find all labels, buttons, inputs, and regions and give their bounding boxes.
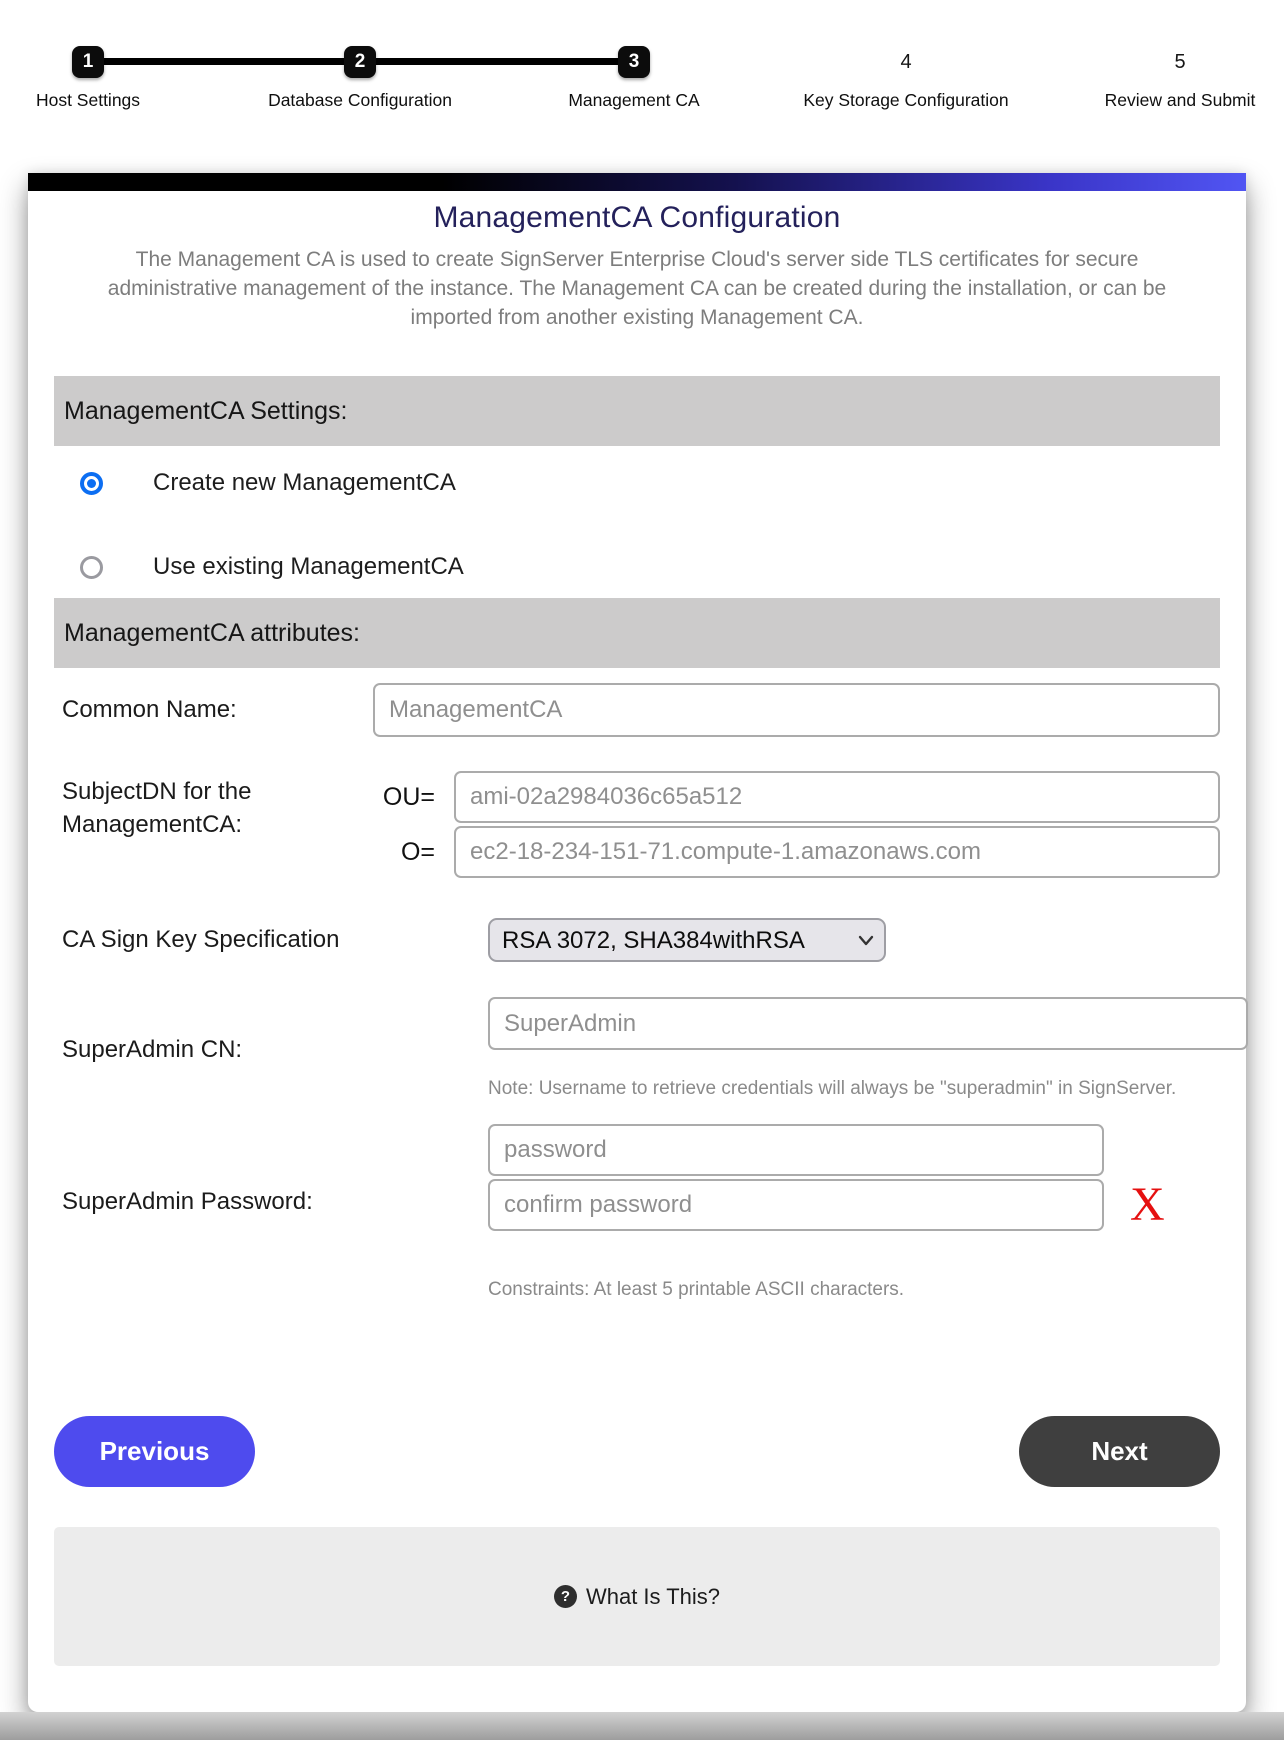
ou-prefix-label: OU= <box>382 782 435 811</box>
page-title: ManagementCA Configuration <box>433 201 841 234</box>
stepper-connector-1-2 <box>88 58 360 65</box>
subject-dn-label <box>54 771 373 841</box>
o-prefix-label: O= <box>400 837 435 866</box>
superadmin-cn-row <box>54 997 1220 1102</box>
subject-dn-ou-line <box>373 771 1220 823</box>
ca-sign-key-select[interactable] <box>488 918 886 962</box>
password-constraints-note: Constraints: At least 5 printable ASCII characters. <box>488 1279 905 1300</box>
radio-use-existing-label: Use existing ManagementCA <box>153 553 464 580</box>
confirm-password-input[interactable] <box>488 1179 1104 1231</box>
subject-dn-row <box>54 771 1220 878</box>
ca-sign-key-row <box>54 918 1220 962</box>
option-use-existing-managementca[interactable] <box>54 550 1220 584</box>
superadmin-cn-label: SuperAdmin CN: <box>62 1035 243 1063</box>
previous-button[interactable]: Previous <box>54 1416 255 1487</box>
stepper-connector-2-3 <box>360 58 634 65</box>
superadmin-cn-note: Note: Username to retrieve credentials will always be "superadmin" in SignServer. <box>488 1078 1177 1099</box>
step-3-label: Management CA <box>568 90 700 110</box>
radio-create-new-selected[interactable] <box>80 472 103 495</box>
card-drop-shadow <box>0 1712 1284 1740</box>
next-button[interactable]: Next <box>1019 1416 1220 1487</box>
superadmin-password-controls <box>488 1124 1220 1303</box>
subject-dn-label-line2: ManagementCA: <box>62 811 243 838</box>
managementca-configuration-card <box>28 173 1246 1712</box>
step-4-number: 4 <box>900 51 912 73</box>
superadmin-password-label: SuperAdmin Password: <box>62 1188 313 1215</box>
option-create-new-managementca[interactable] <box>54 466 1220 500</box>
step-1-label: Host Settings <box>35 90 141 110</box>
step-2-badge[interactable]: 2 <box>344 46 376 78</box>
subject-dn-inputs <box>373 771 1220 878</box>
radio-create-new-label: Create new ManagementCA <box>153 469 456 496</box>
confirm-password-line <box>488 1179 1220 1231</box>
what-is-this-label: What Is This? <box>585 1583 721 1609</box>
help-footer-bar <box>54 1527 1220 1666</box>
step-2-label: Database Configuration <box>268 90 452 110</box>
subject-dn-o-line <box>373 826 1220 878</box>
wizard-stepper <box>0 0 1284 130</box>
o-input[interactable] <box>454 826 1220 878</box>
superadmin-cn-controls <box>488 997 1248 1102</box>
page-description: The Management CA is used to create SignServer Enterprise Cloud's server side TLS certificates for secure administrative management of the instance. The Management CA can be created during the installation, or can be imported from another existing Management CA. <box>107 248 1167 329</box>
what-is-this-link[interactable] <box>554 1584 720 1610</box>
step-1-badge[interactable]: 1 <box>72 46 104 78</box>
step-5-label: Review and Submit <box>1104 90 1256 110</box>
password-input[interactable] <box>488 1124 1104 1176</box>
section-header-settings: ManagementCA Settings: <box>54 376 1220 446</box>
superadmin-cn-input[interactable] <box>488 997 1248 1050</box>
common-name-label: Common Name: <box>62 696 237 723</box>
card-top-gradient-bar <box>28 173 1246 191</box>
step-5-number: 5 <box>1174 51 1186 73</box>
step-3-badge[interactable]: 3 <box>618 46 650 78</box>
ca-sign-key-select-wrap <box>488 918 886 962</box>
wizard-nav-buttons <box>54 1416 1220 1487</box>
radio-use-existing-unselected[interactable] <box>80 556 103 579</box>
common-name-input[interactable] <box>373 683 1220 737</box>
section-header-attributes: ManagementCA attributes: <box>54 598 1220 668</box>
superadmin-password-row <box>54 1124 1220 1303</box>
ou-input[interactable] <box>454 771 1220 823</box>
question-mark-icon: ? <box>554 1585 577 1608</box>
password-mismatch-x-mark: X <box>1130 1178 1165 1231</box>
common-name-row <box>54 683 1220 737</box>
step-4-label: Key Storage Configuration <box>803 90 1009 110</box>
subject-dn-label-line1: SubjectDN for the <box>62 778 252 805</box>
ca-sign-key-label: CA Sign Key Specification <box>62 926 340 953</box>
